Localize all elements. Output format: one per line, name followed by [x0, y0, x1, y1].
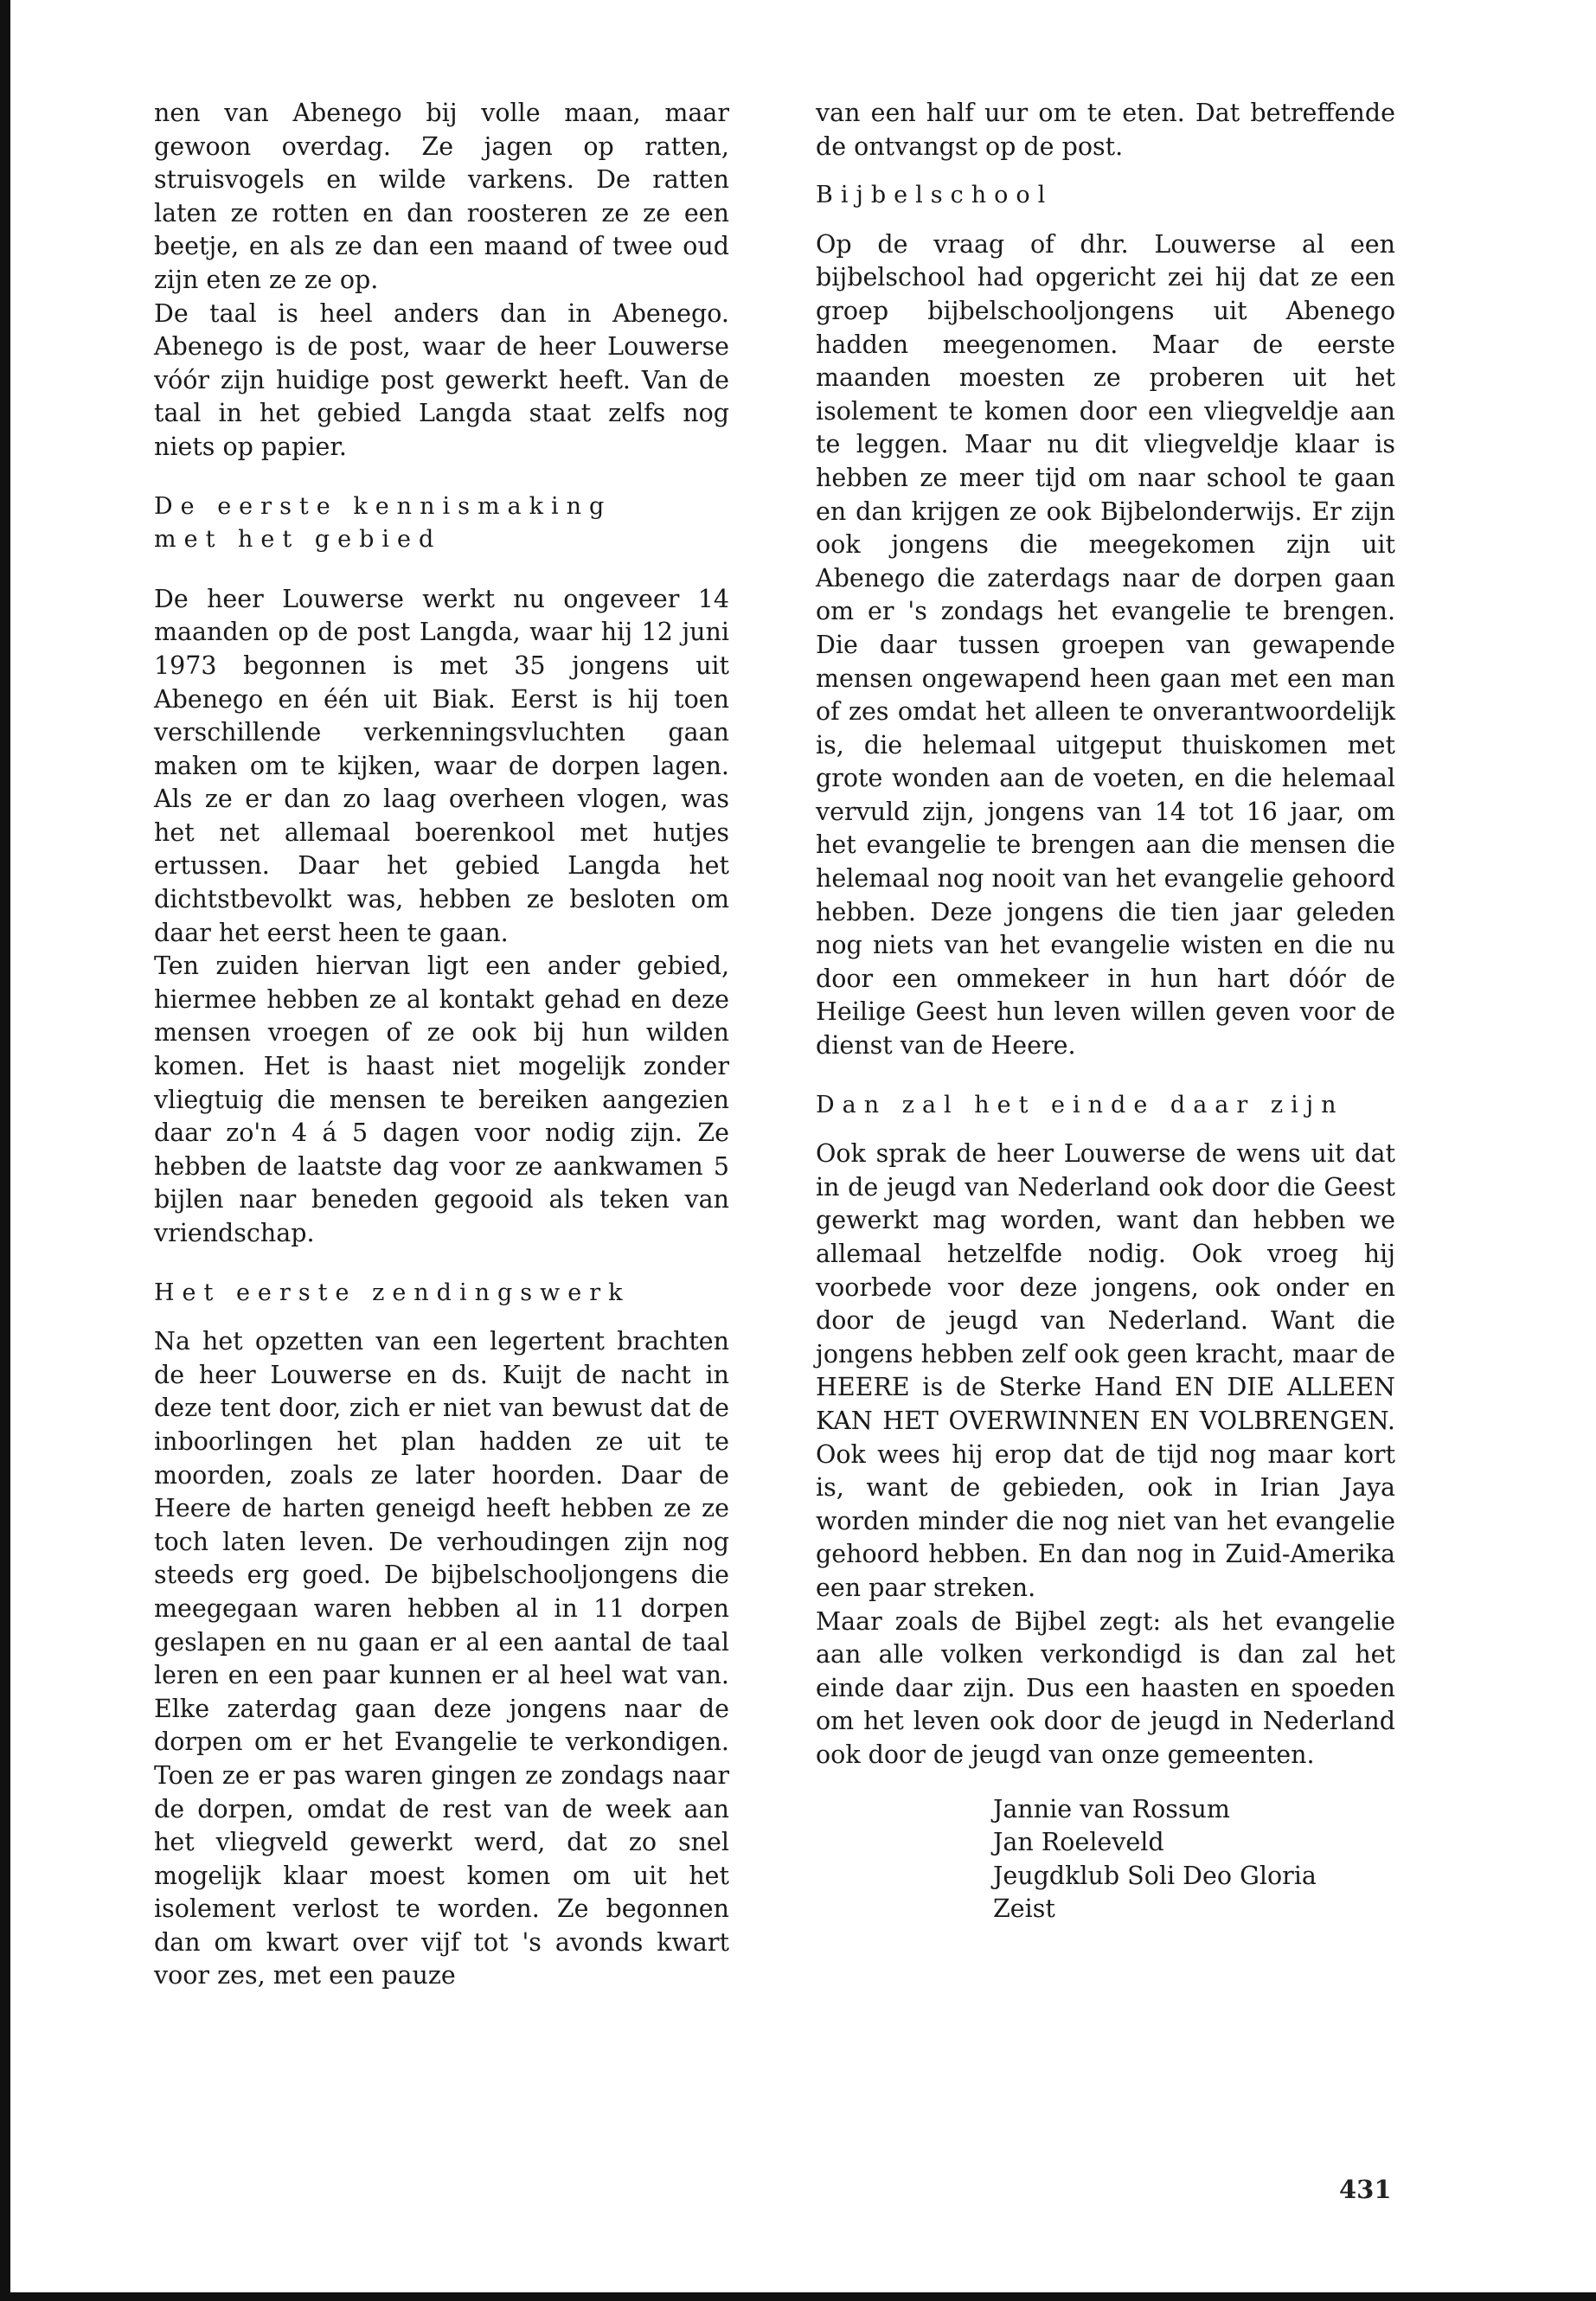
section-heading-bijbelschool: Bijbelschool: [816, 182, 1054, 209]
paragraph: De taal is heel anders dan in Abenego. Abenego is de post, waar de heer Louwerse vóór zijn huidige post gewerkt heeft. Van de taal in het gebied Langda staat zelfs nog niets op papier.: [154, 298, 729, 461]
spacer: [154, 1251, 729, 1277]
spacer: [816, 1122, 1395, 1138]
paragraph: Maar zoals de Bijbel zegt: als het evangelie aan alle volken verkondigd is dan zal het einde daar zijn. Dus een haasten en spoeden om het leven ook door de jeugd in Nederland ook door de jeugd van onze gemeenten.: [816, 1606, 1395, 1769]
left-column: [154, 97, 729, 1993]
paragraph: nen van Abenego bij volle maan, maar gewoon overdag. Ze jagen op ratten, struisvogels en wilde varkens. De ratten laten ze rotten en dan roosteren ze ze een beetje, en als ze dan een maand of twee oud zijn eten ze ze op.: [154, 99, 729, 294]
paragraph: Op de vraag of dhr. Louwerse al een bijbelschool had opgericht zei hij dat ze een groep bijbelschooljongens uit Abenego hadden meegenomen. Maar de eerste maanden moesten ze proberen uit het isolement te komen door een vliegveldje aan te leggen. Maar nu dit vliegveldje klaar is hebben ze meer tijd om naar school te gaan en dan krijgen ze ook Bijbelonderwijs. Er zijn ook jongens die meegekomen zijn uit Abenego die zaterdags naar de dorpen gaan om er 's zondags het evangelie te brengen. Die daar tussen groepen van gewapende mensen ongewapend heen gaan met een man of zes omdat het alleen te onverantwoordelijk is, die helemaal uitgeput thuiskomen met grote wonden aan de voeten, en die helemaal vervuld zijn, jongens van 14 tot 16 jaar, om het evangelie te brengen aan die mensen die helemaal nog nooit van het evangelie gehoord hebben. Deze jongens die tien jaar geleden nog niets van het evangelie wisten en die nu door een ommekeer in hun hart dóór de Heilige Geest hun leven willen geven voor de dienst van de Heere.: [816, 229, 1395, 1061]
paragraph: De heer Louwerse werkt nu ongeveer 14 maanden op de post Langda, waar hij 12 juni 1973 begonnen is met 35 jongens uit Abenego en één uit Biak. Eerst is hij toen verschillende verkenningsvluchten gaan maken om te kijken, waar de dorpen lagen. Als ze er dan zo laag overheen vlogen, was het net allemaal boerenkool met hutjes ertussen. Daar het gebied Langda het dichtstbevolkt was, hebben ze besloten om daar het eerst heen te gaan.: [154, 584, 729, 947]
section-heading-zendingswerk: Het eerste zendingswerk: [154, 1279, 631, 1306]
right-column: [816, 97, 1395, 1926]
paragraph: Na het opzetten van een legertent brachten de heer Louwerse en ds. Kuijt de nacht in deze tent door, zich er niet van bewust dat de inboorlingen het plan hadden ze uit te moorden, zoals ze later hoorden. Daar de Heere de harten geneigd heeft hebben ze ze toch laten leven. De verhoudingen zijn nog steeds erg goed. De bijbelschooljongens die meegegaan waren hebben al in 11 dorpen geslapen en nu gaan er al een aantal de taal leren en een paar kunnen er al heel wat van. Elke zaterdag gaan deze jongens naar de dorpen om er het Evangelie te verkondigen. Toen ze er pas waren gingen ze zondags naar de dorpen, omdat de rest van de week aan het vliegveld gewerkt werd, dat zo snel mogelijk klaar moest komen om uit het isolement verlost te worden. Ze begonnen dan om kwart over vijf tot 's avonds kwart voor zes, met een pauze: [154, 1327, 729, 1990]
heading-line: met het gebied: [154, 526, 442, 554]
signature-club: Jeugdklub Soli Deo Gloria: [993, 1861, 1317, 1890]
paragraph: Ook sprak de heer Louwerse de wens uit dat in de jeugd van Nederland ook door die Geest gewerkt mag worden, want dan hebben we allemaal hetzelfde nodig. Ook vroeg hij voorbede voor deze jongens, ook onder en door de jeugd van Nederland. Want die jongens hebben zelf ook geen kracht, maar de HEERE is de Sterke Hand EN DIE ALLEEN KAN HET OVERWINNEN EN VOLBRENGEN. Ook wees hij erop dat de tijd nog maar kort is, want de gebieden, ook in Irian Jaya worden minder die nog niet van het evangelie gehoord hebben. En dan nog in Zuid-Amerika een paar streken.: [816, 1139, 1395, 1602]
signature-name: Jan Roeleveld: [993, 1828, 1164, 1857]
signature-block: [993, 1793, 1395, 1926]
paragraph: Ten zuiden hiervan ligt een ander gebied, hiermee hebben ze al kontakt gehad en deze mensen vroegen of ze ook bij hun wilden komen. Het is haast niet mogelijk zonder vliegtuig die mensen te bereiken aangezien daar zo'n 4 á 5 dagen voor nodig zijn. Ze hebben de laatste dag voor ze aankwamen 5 bijlen naar beneden gegooid als teken van vriendschap.: [154, 952, 729, 1247]
spacer: [154, 465, 729, 490]
page-number: 431: [1339, 2175, 1392, 2204]
paragraph: van een half uur om te eten. Dat betreffende de ontvangst op de post.: [816, 99, 1395, 161]
section-heading-einde: Dan zal het einde daar zijn: [816, 1091, 1344, 1118]
spacer: [816, 1063, 1395, 1089]
signature-place: Zeist: [993, 1894, 1055, 1924]
spacer: [816, 213, 1395, 228]
spacer: [154, 557, 729, 583]
heading-line: De eerste kennismaking: [154, 492, 612, 520]
bottom-edge: [0, 2292, 1596, 2301]
binding-edge: [0, 0, 10, 2301]
section-heading-kennismaking: [154, 490, 729, 557]
spacer: [154, 1310, 729, 1325]
signature-name: Jannie van Rossum: [993, 1794, 1230, 1823]
spacer: [816, 163, 1395, 179]
